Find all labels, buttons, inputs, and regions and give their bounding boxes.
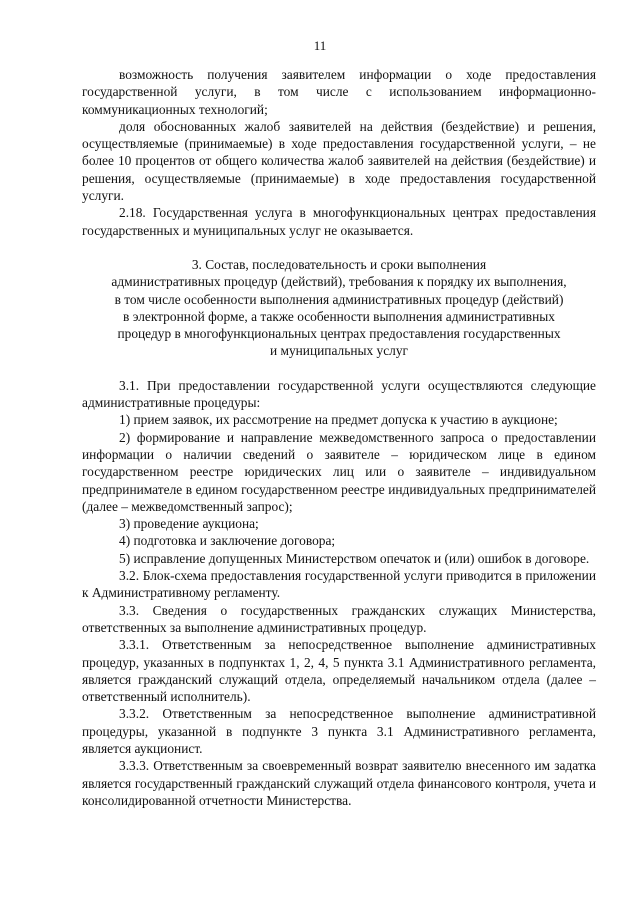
list-item: 2) формирование и направление межведомственного запроса о предоставлении информации о наличии сведений о заявителе – юридическом лице в едином государственном реестре юридических лиц или о заявителе – индивидуальном предпринимателе в едином государственном реестре индивидуальных предпринимателей (далее – межведомственный запрос); [82, 429, 596, 514]
list-item: 1) прием заявок, их рассмотрение на предмет допуска к участию в аукционе; [119, 412, 558, 428]
heading-line: в том числе особенности выполнения административных процедур (действий) [114, 291, 564, 307]
paragraph: доля обоснованных жалоб заявителей на действия (бездействие) и решения, осуществляемые (принимаемые) в ходе предоставления государственной услуги, – не более 10 процентов от общего количества жалоб заявителей на действия (бездействие) и решения, осуществляемые (принимаемые) в ходе предоставления государственной услуги. [82, 118, 596, 204]
heading-line: административных процедур (действий), требования к порядку их выполнения, [111, 274, 567, 290]
paragraph-3-3-3: 3.3.3. Ответственным за своевременный возврат заявителю внесенного им задатка является государственный гражданский служащий отдела финансового контроля, учета и консолидированной отчетности Министерства. [82, 758, 596, 808]
document-body [82, 66, 596, 809]
page-number: 11 [313, 38, 327, 53]
paragraph-3-1: 3.1. При предоставлении государственной услуги осуществляются следующие административные процедуры: [82, 377, 596, 411]
heading-line: 3. Состав, последовательность и сроки выполнения [191, 256, 487, 272]
list-item: 3) проведение аукциона; [119, 516, 259, 532]
heading-line: процедур в многофункциональных центрах предоставления государственных [117, 326, 561, 342]
paragraph-2-18: 2.18. Государственная услуга в многофункциональных центрах предоставления государственных и муниципальных услуг не оказывается. [82, 205, 596, 238]
paragraph-3-3-2: 3.3.2. Ответственным за непосредственное выполнение административной процедуры, указанной в подпункте 3 пункта 3.1 Административного регламента, является аукционист. [82, 706, 596, 756]
paragraph-3-2: 3.2. Блок-схема предоставления государственной услуги приводится в приложении к Административному регламенту. [82, 568, 596, 601]
list-item: 4) подготовка и заключение договора; [119, 533, 336, 549]
paragraph-3-3: 3.3. Сведения о государственных гражданских служащих Министерства, ответственных за выполнение административных процедур. [82, 602, 596, 635]
heading-line: и муниципальных услуг [269, 343, 409, 359]
heading-line: в электронной форме, а также особенности выполнения административных [123, 308, 555, 324]
list-item: 5) исправление допущенных Министерством опечаток и (или) ошибок в договоре. [119, 550, 590, 566]
paragraph: возможность получения заявителем информации о ходе предоставления государственной услуги, в том числе с использованием информационно-коммуникационных технологий; [82, 67, 596, 117]
section-heading [82, 256, 596, 360]
paragraph-3-3-1: 3.3.1. Ответственным за непосредственное выполнение административных процедур, указанных в подпунктах 1, 2, 4, 5 пункта 3.1 Административного регламента, является гражданский служащий отдела, определяемый начальником отдела (далее – ответственный исполнитель). [82, 637, 596, 705]
